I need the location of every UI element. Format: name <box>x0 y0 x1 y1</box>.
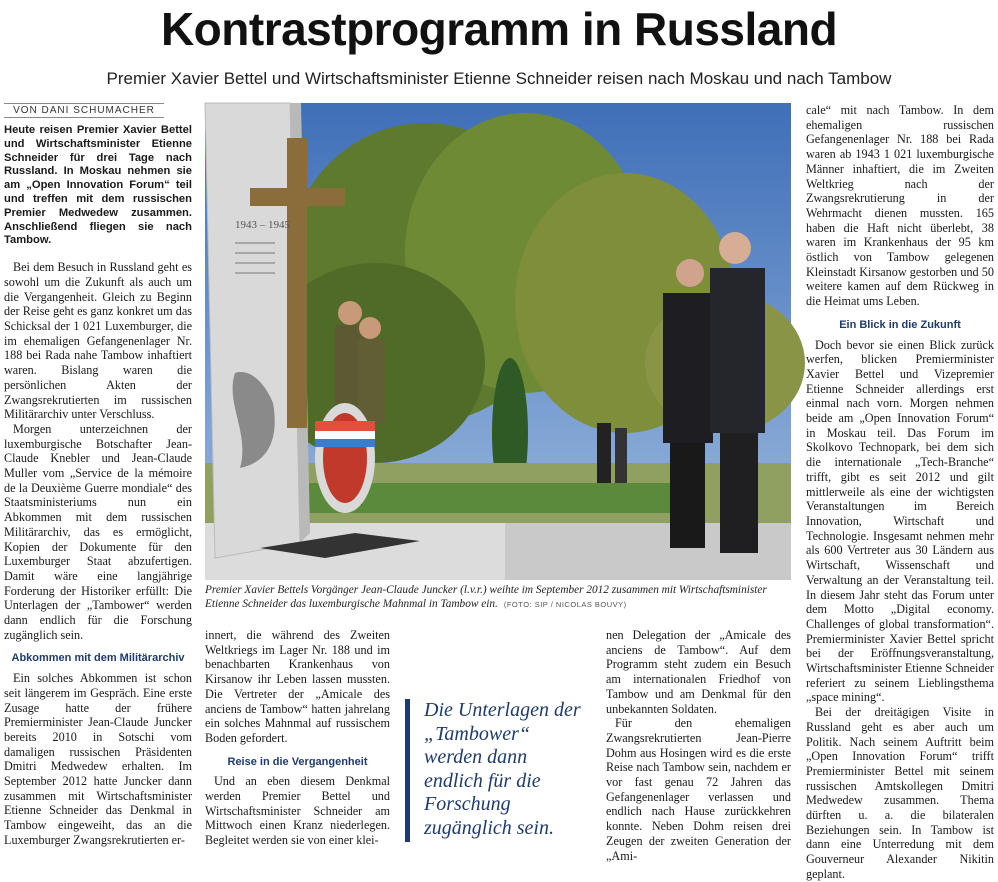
photo <box>205 103 791 580</box>
paragraph: Für den ehemaligen Zwangsrekrutierten Jean-Pierre Dohm aus Hosingen wird es die erste Reise nach Tambow sein, nachdem er vor fast genau 72 Jahren das Gefangenenlager verlassen und endlich nach Hause zurückkehren konnte. Neben Dohm reisen drei Zeugen der zweiten Generation der „Ami- <box>606 716 791 863</box>
paragraph: Bei dem Besuch in Russland geht es sowohl um die Zukunft als auch um die Vergangenheit. Gleich zu Beginn der Reise geht es ganz konkret um das Schicksal der 1 021 Luxemburger, die im ehemaligen Gefangenenlager Nr. 188 bei Rada nahe Tambow inhaftiert waren. Bislang waren die persönlichen Akten der Zwangsrekrutierten im russischen Militärarchiv unter Verschluss. <box>4 260 192 422</box>
section-heading: Abkommen mit dem Militärarchiv <box>11 652 185 665</box>
paragraph: Doch bevor sie einen Blick zurück werfen, blicken Premierminister Xavier Bettel und Vizepremier Etienne Schneider allerdings erst einmal nach vorn. Morgen nehmen beide am „Open Innovation Forum“ in Moskau teil. Das Forum im Skolkovo Technopark, bei dem sich die internationale „Tech-Branche“ trifft, gibt es seit 2012 und gilt mittlerweile als eine der wichtigsten Veranstaltungen im Bereich Innovation, Wirtschaft und Technologie. Insgesamt nehmen mehr als 600 Vertreter aus 30 Ländern aus Wirtschaft, Wissenschaft und Verwaltung an der Veranstaltung teil. In diesem Jahr steht das Forum unter dem Motto „Digital economy. Challenges of global transformation“. Premierminister Xavier Bettel spricht bei der Eröffnungsveranstaltung, Wirtschaftsminister Etienne Schneider referiert zu seinem Lieblingsthema „space mining“. <box>806 337 994 705</box>
paragraph: Morgen unterzeichnen der luxemburgische Botschafter Jean-Claude Knebler und Jean-Claude Muller vom „Service de la mémoire de la Deuxième Guerre mondiale“ des Staatsministeriums nun ein Abkommen mit dem russischen Militärarchiv, das es ermöglicht, Kopien der Dokumente für den Luxemburger Staat abzufertigen. Damit wäre eine langjährige Forderung der Historiker erfüllt: Die Unterlagen der „Tambower“ werden dann endlich für die Forschung zugänglich sein. <box>4 421 192 642</box>
article-column-4 <box>806 103 994 881</box>
section-heading: Reise in die Vergangenheit <box>227 755 368 768</box>
byline: VON DANI SCHUMACHER <box>4 103 164 118</box>
article-column-2 <box>205 628 390 848</box>
paragraph: Und an eben diesem Denkmal werden Premier Bettel und Wirtschaftsminister Schneider am Mittwoch einen Kranz niederlegen. Begleitet werden sie von einer klei- <box>205 774 390 848</box>
paragraph: nen Delegation der „Amicale des anciens de Tambow“. Auf dem Programm steht zudem ein Besuch am internationalen Friedhof von Tambow und am Denkmal für den unbekannten Soldaten. <box>606 628 791 716</box>
article-column-1 <box>4 124 192 847</box>
paragraph: Ein solches Abkommen ist schon seit längerem im Gespräch. Eine erste Zusage hatte der frühere Premierminister Jean-Claude Juncker bereits 2010 in Sotschi vom damaligen russischen Präsidenten Dmitri Medwedew erhalten. Im September 2012 hatte Juncker dann zusammen mit Wirtschaftsminister Etienne Schneider das Denkmal in Tambow eingeweiht, das an die Luxemburger Zwangsrekrutierten er- <box>4 671 192 847</box>
paragraph: innert, die während des Zweiten Weltkriegs im Lager Nr. 188 und im benachbarten Krankenhaus von Kirsanow ihr Leben lassen mussten. Die Vertreter der „Amicale des anciens de Tambow“ hatten jahrelang ein solches Mahnmal auf russischem Boden gefordert. <box>205 628 390 745</box>
paragraph: Bei der dreitägigen Visite in Russland geht es aber auch um Politik. Nach seinem Auftritt beim „Open Innovation Forum“ trifft Premierminister Bettel mit seinem russischen Amtskollegen Dmitri Medwedew zusammen. Thema dürften u. a. die bilateralen Beziehungen sein. In Tambow ist dann eine Unterredung mit dem Gouverneur Alexander Nikitin geplant. <box>806 705 994 881</box>
photo-caption <box>205 584 791 611</box>
subheadline: Premier Xavier Bettel und Wirtschaftsminister Etienne Schneider reisen nach Moskau und nach Tambow <box>106 69 892 88</box>
pull-quote: Die Unterlagen der „Tambower“ werden dann endlich für die Forschung zugänglich sein. <box>405 699 583 842</box>
memorial-photo-image <box>205 103 791 580</box>
headline: Kontrastprogramm in Russland <box>160 3 838 55</box>
photo-caption-text: Premier Xavier Bettels Vorgänger Jean-Claude Juncker (l.v.r.) weihte im September 2012 zusammen mit Wirtschaftsminister Etienne Schneider das luxemburgische Mahnmal in Tambow ein. <box>205 584 767 610</box>
paragraph: cale“ mit nach Tambow. In dem ehemaligen russischen Gefangenenlager Nr. 188 bei Rada waren ab 1943 1 021 luxemburgische Männer inhaftiert, die im Zweiten Weltkrieg nach der Zwangsrekrutierung in der Wehrmacht dienen mussten. 165 haben die Haft nicht überlebt, 38 waren im Krankenhaus der 95 km östlich von Tambow gelegenen Kleinstadt Kirsanow gestorben und 50 weitere kamen auf dem Rückweg in die Heimat ums Leben. <box>806 103 994 309</box>
photo-credit: (FOTO: SIP / NICOLAS BOUVY) <box>503 599 627 609</box>
memorial-inscription: 1943 – 1945 <box>235 219 290 231</box>
article-lead: Heute reisen Premier Xavier Bettel und Wirtschaftsminister Etienne Schneider für drei Tage nach Russland. In Moskau nehmen sie am „Open Innovation Forum“ teil und treffen mit dem russischen Premier Medwedew zusammen. Anschließend fliegen sie nach Tambow. <box>4 124 192 247</box>
article-column-3 <box>606 628 791 863</box>
section-heading: Ein Blick in die Zukunft <box>839 318 961 331</box>
